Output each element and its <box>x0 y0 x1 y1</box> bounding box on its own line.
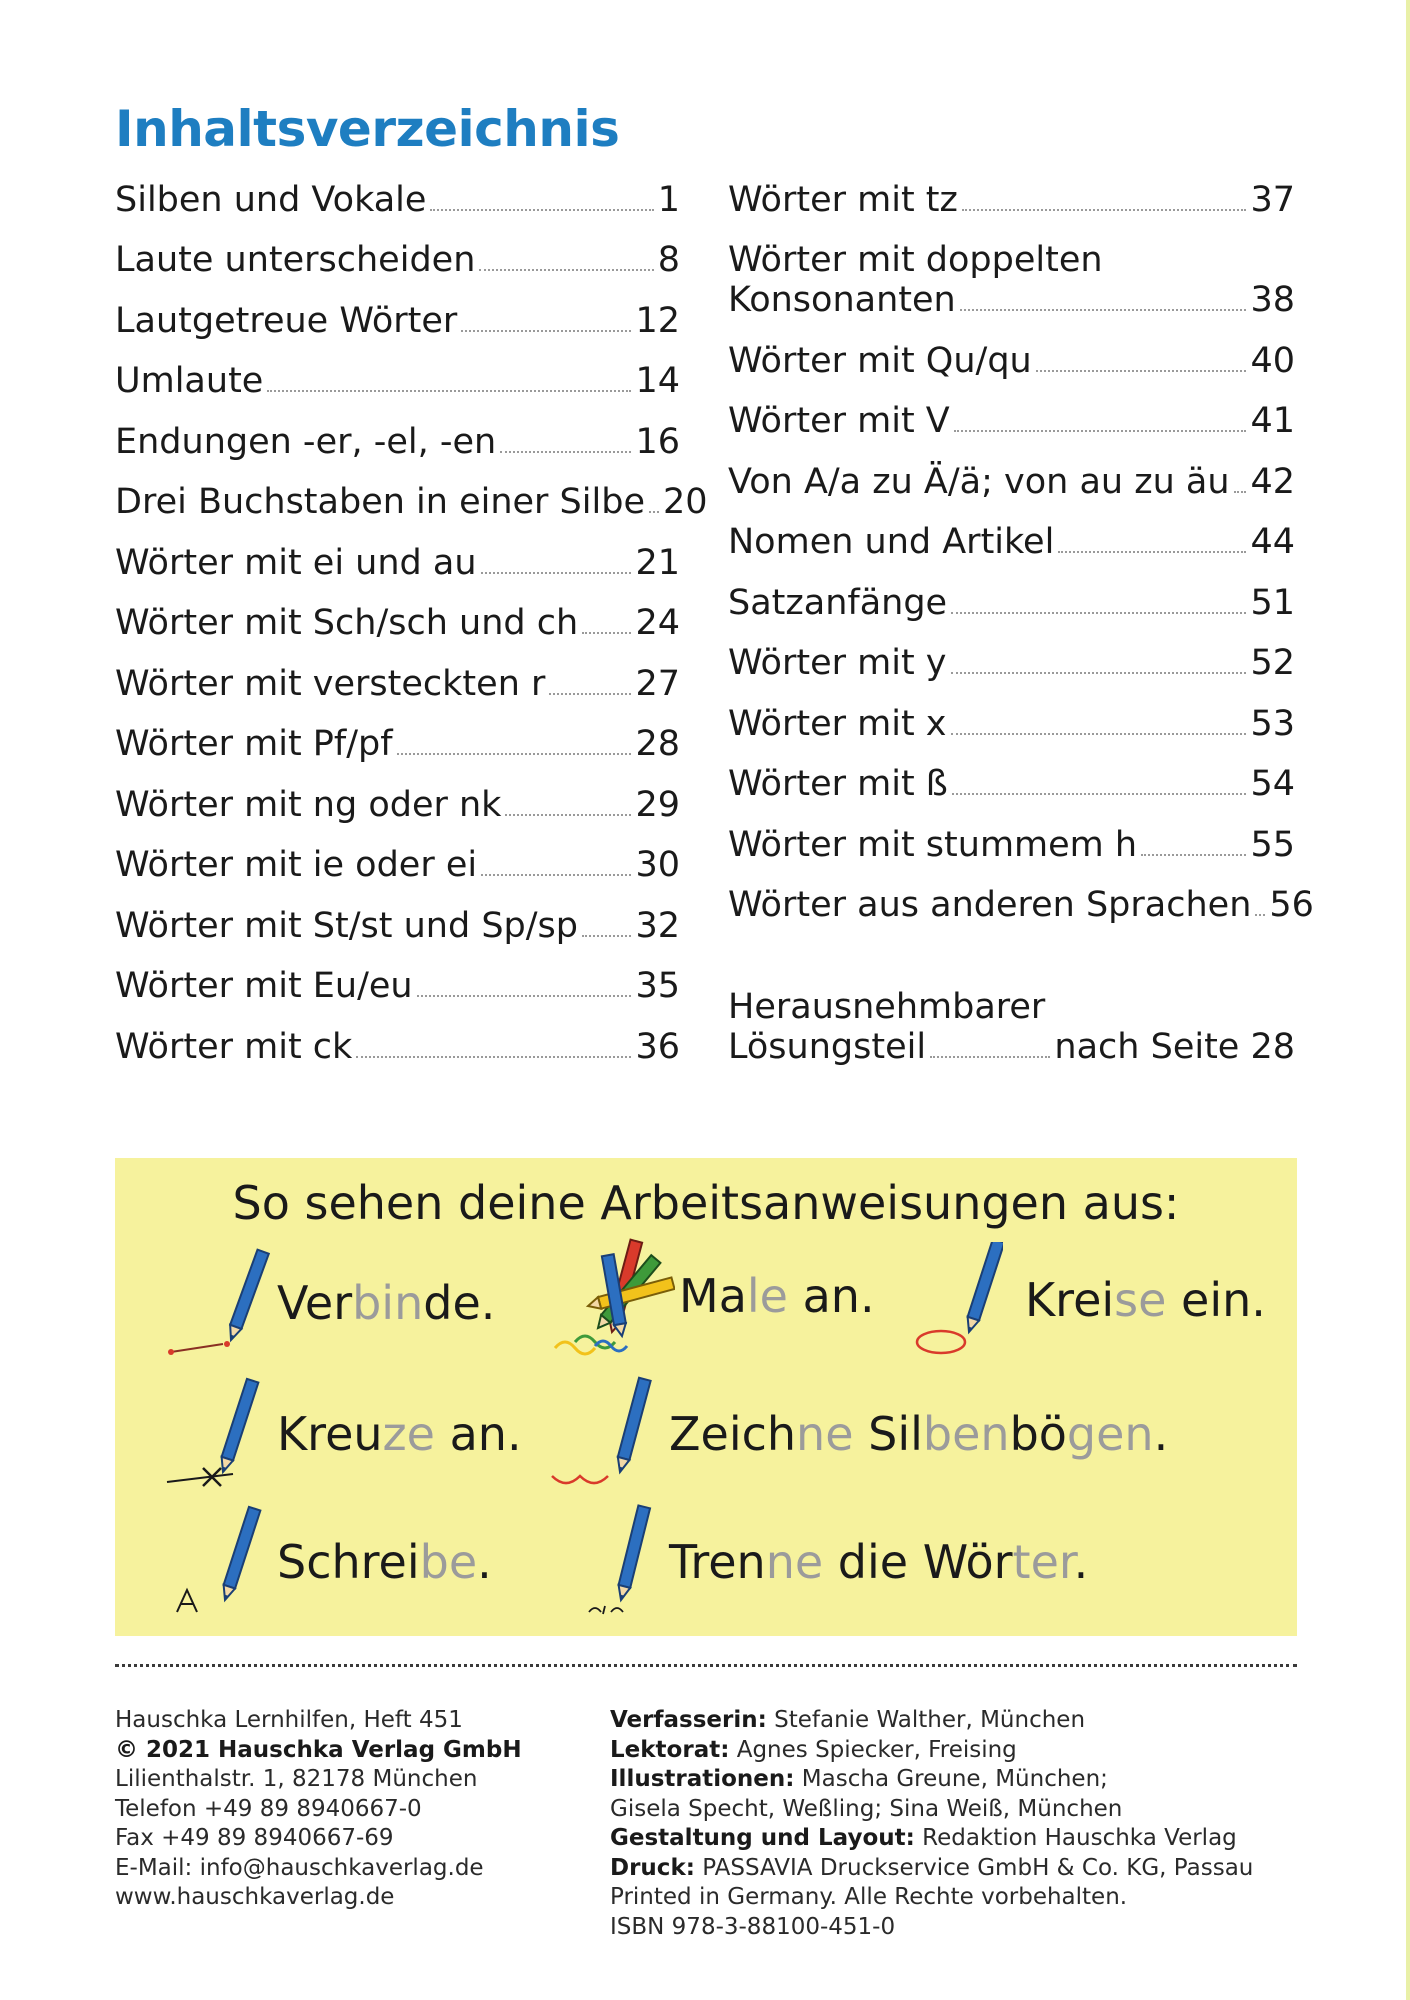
credit-label: Verfasserin: <box>610 1707 767 1733</box>
instruction-label <box>669 1407 1168 1461</box>
leader-dots <box>481 874 631 876</box>
syllable: Ma <box>679 1269 747 1323</box>
leader-dots <box>952 793 1247 795</box>
syllable-grey: se <box>1114 1272 1167 1327</box>
toc-entry-title: Wörter mit Pf/pf <box>115 724 393 764</box>
syllable: ein. <box>1166 1272 1266 1327</box>
toc-entry-page: 36 <box>635 1027 680 1067</box>
credit-line <box>610 1913 1310 1943</box>
toc-entry[interactable] <box>728 583 1295 623</box>
instruction-verbinde <box>163 1248 495 1358</box>
toc-entry-page: 27 <box>635 664 680 704</box>
instruction-label <box>669 1535 1088 1589</box>
syllable: . <box>477 1534 492 1589</box>
toc-entry[interactable] <box>115 664 680 704</box>
toc-entry-title: Wörter mit ei und au <box>115 543 477 583</box>
credit-text: Redaktion Hauschka Verlag <box>914 1825 1237 1851</box>
leader-dots <box>500 451 631 453</box>
credit-line <box>610 1736 1310 1766</box>
syllable: Sil <box>853 1406 923 1461</box>
toc-entry-title: Wörter mit versteckten r <box>115 664 546 704</box>
toc-entry[interactable] <box>115 724 680 764</box>
toc-entry-title: Wörter mit ng oder nk <box>115 785 502 825</box>
toc-entry-page: 42 <box>1250 462 1295 502</box>
toc-entry-page: 16 <box>635 422 680 462</box>
imprint-series: Hauschka Lernhilfen, Heft 451 <box>115 1707 463 1733</box>
toc-entry-page: 44 <box>1250 522 1295 562</box>
toc-entry-page: 56 <box>1269 885 1314 925</box>
syllable: Schrei <box>277 1534 420 1589</box>
syllable: an. <box>434 1406 522 1461</box>
toc-entry-page: 24 <box>635 603 680 643</box>
syllable: . <box>1073 1534 1089 1589</box>
toc-entry-page: 51 <box>1250 583 1295 623</box>
toc-entry-title-line1: Herausnehmbarer <box>728 987 1046 1027</box>
toc-entry[interactable] <box>115 845 680 885</box>
credit-text: PASSAVIA Druckservice GmbH & Co. KG, Passau <box>694 1854 1254 1881</box>
toc-entry-title: Wörter aus anderen Sprachen <box>728 885 1252 925</box>
toc-entry[interactable] <box>115 906 680 946</box>
credit-text: Mascha Greune, München; <box>794 1766 1108 1792</box>
leader-dots <box>951 612 1246 614</box>
leader-dots <box>962 209 1247 211</box>
toc-entry[interactable] <box>728 180 1295 220</box>
toc-entry[interactable] <box>115 543 680 583</box>
syllable-grey: ze <box>382 1406 435 1461</box>
toc-entry-title: Wörter mit tz <box>728 180 958 220</box>
toc-entry-page: 1 <box>657 180 680 220</box>
credit-text: Gisela Specht, Weßling; Sina Weiß, München <box>610 1795 1123 1822</box>
leader-dots <box>1036 370 1247 372</box>
leader-dots <box>951 672 1247 674</box>
toc-entry[interactable] <box>728 522 1295 562</box>
toc-entry-title: Wörter mit Qu/qu <box>728 341 1032 381</box>
toc-entry[interactable] <box>728 825 1295 865</box>
toc-entry-page: 30 <box>635 845 680 885</box>
dotted-divider <box>115 1664 1297 1667</box>
leader-dots <box>430 209 653 211</box>
leader-dots <box>479 269 653 271</box>
leader-dots <box>954 430 1247 432</box>
toc-entry[interactable] <box>728 240 1295 320</box>
credit-line <box>610 1883 1310 1913</box>
toc-entry-page: 20 <box>662 482 708 522</box>
credit-label: Lektorat: <box>610 1736 730 1763</box>
credit-line <box>610 1795 1310 1825</box>
leader-dots <box>649 511 659 513</box>
pencil-separate-icon <box>585 1504 665 1619</box>
toc-entry-page: 55 <box>1250 825 1295 865</box>
toc-entry[interactable] <box>728 987 1295 1067</box>
syllable-grey: le <box>746 1269 788 1323</box>
syllable-grey: ben <box>922 1406 1010 1461</box>
toc-entry-title: Satzanfänge <box>728 583 948 623</box>
credit-line <box>610 1765 1310 1795</box>
toc-entry-page: 41 <box>1250 401 1295 441</box>
toc-entry-title: Wörter mit Eu/eu <box>115 966 413 1006</box>
leader-dots <box>505 814 631 816</box>
toc-entry-page: 54 <box>1250 764 1295 804</box>
toc-entry[interactable] <box>115 301 680 341</box>
leader-dots <box>951 733 1247 735</box>
leader-dots <box>417 995 632 997</box>
instruction-label <box>1025 1273 1266 1327</box>
toc-entry-title-line2: Konsonanten <box>728 280 956 320</box>
syllable-grey: bin <box>352 1276 424 1330</box>
instruction-label <box>277 1407 522 1461</box>
instruction-male <box>550 1236 875 1356</box>
toc-entry-title: Wörter mit stummem h <box>728 825 1138 865</box>
pencil-arcs-icon <box>550 1376 665 1491</box>
credit-label: Gestaltung und Layout: <box>610 1825 915 1851</box>
leader-dots <box>267 390 631 392</box>
toc-entry[interactable] <box>115 482 708 522</box>
toc-entry-page: 14 <box>635 361 680 401</box>
credit-label: Druck: <box>610 1854 695 1881</box>
syllable: Kreu <box>277 1406 383 1461</box>
toc-entry[interactable] <box>728 704 1295 744</box>
pencil-cross-icon <box>163 1376 273 1491</box>
syllable-grey: be <box>419 1534 478 1589</box>
leader-dots <box>930 1056 1050 1058</box>
toc-entry[interactable] <box>728 885 1314 925</box>
credit-text: Stefanie Walther, München <box>766 1707 1086 1733</box>
toc-entry-title: Silben und Vokale <box>115 180 427 220</box>
instruction-zeichne <box>550 1376 1168 1491</box>
leader-dots <box>1255 914 1265 916</box>
toc-entry-page: 38 <box>1250 280 1295 320</box>
pencil-write-icon <box>163 1504 273 1619</box>
leader-dots <box>1141 854 1246 856</box>
syllable: die Wör <box>823 1534 1013 1589</box>
imprint-website-link[interactable]: www.hauschkaverlag.de <box>115 1884 395 1910</box>
syllable-grey: ter <box>1012 1534 1074 1589</box>
toc-entry-title: Lautgetreue Wörter <box>115 301 458 341</box>
imprint-copyright: © 2021 Hauschka Verlag GmbH <box>115 1736 522 1763</box>
imprint-fax: Fax +49 89 8940667-69 <box>115 1825 394 1851</box>
toc-entry-page: 12 <box>635 301 680 341</box>
syllable: de. <box>423 1276 496 1330</box>
toc-entry[interactable] <box>728 643 1295 683</box>
syllable: Krei <box>1025 1272 1115 1327</box>
credit-text: Printed in Germany. Alle Rechte vorbehalten. <box>610 1884 1128 1910</box>
instruction-label <box>277 1535 492 1589</box>
credit-label: Illustrationen: <box>610 1766 795 1792</box>
instruction-trenne <box>585 1504 1088 1619</box>
toc-entry-title: Nomen und Artikel <box>728 522 1055 562</box>
toc-entry-page: 8 <box>657 240 680 280</box>
syllable: Tren <box>669 1534 766 1589</box>
toc-entry-page: 53 <box>1250 704 1295 744</box>
toc-entry[interactable] <box>115 966 680 1006</box>
imprint-email-link[interactable]: E-Mail: info@hauschkaverlag.de <box>115 1854 484 1881</box>
toc-entry-page: 32 <box>635 906 680 946</box>
leader-dots <box>1058 551 1246 553</box>
syllable: Zeich <box>669 1406 797 1461</box>
leader-dots <box>582 632 631 634</box>
credit-text: ISBN 978-3-88100-451-0 <box>610 1913 896 1940</box>
leader-dots <box>481 572 632 574</box>
toc-entry-title: Wörter mit Sch/sch und ch <box>115 603 579 643</box>
instructions-box <box>115 1158 1297 1636</box>
toc-entry-title: Wörter mit x <box>728 704 947 744</box>
toc-entry[interactable] <box>115 361 680 401</box>
toc-entry-page: 52 <box>1250 643 1295 683</box>
syllable-grey: ne <box>765 1534 824 1589</box>
page-edge-strip <box>1406 0 1410 2000</box>
leader-dots <box>960 309 1247 311</box>
toc-entry-page: 29 <box>635 785 680 825</box>
credit-text: Agnes Spiecker, Freising <box>729 1736 1017 1763</box>
toc-entry[interactable] <box>728 462 1295 502</box>
pencil-circle-icon <box>913 1242 1003 1357</box>
toc-entry-title: Drei Buchstaben in einer Silbe <box>115 482 645 522</box>
toc-entry-title: Wörter mit y <box>728 643 947 683</box>
toc-entry-page: nach Seite 28 <box>1054 1027 1295 1067</box>
toc-entry-title: Wörter mit V <box>728 401 950 441</box>
toc-entry-title: Umlaute <box>115 361 264 401</box>
syllable-grey: gen <box>1066 1406 1154 1461</box>
toc-entry-page: 40 <box>1250 341 1295 381</box>
toc-entry-page: 35 <box>635 966 680 1006</box>
toc-entry-title: Von A/a zu Ä/ä; von au zu äu <box>728 462 1230 502</box>
imprint-publisher <box>115 1706 635 1913</box>
leader-dots <box>356 1056 631 1058</box>
toc-entry[interactable] <box>728 401 1295 441</box>
instruction-schreibe <box>163 1504 492 1619</box>
toc-entry-title-line2: Lösungsteil <box>728 1027 927 1067</box>
instruction-kreise <box>913 1242 1266 1357</box>
credit-line <box>610 1824 1310 1854</box>
syllable: . <box>1153 1406 1169 1461</box>
toc-entry[interactable] <box>115 785 680 825</box>
toc-title: Inhaltsverzeichnis <box>115 100 620 158</box>
toc-entry-title: Wörter mit ie oder ei <box>115 845 478 885</box>
toc-entry-title: Wörter mit ck <box>115 1027 353 1067</box>
imprint-phone: Telefon +49 89 8940667-0 <box>115 1795 422 1822</box>
toc-entry-page: 21 <box>635 543 680 583</box>
toc-entry-title: Wörter mit St/st und Sp/sp <box>115 906 578 946</box>
instructions-title: So sehen deine Arbeitsanweisungen aus: <box>232 1176 1180 1230</box>
toc-entry-page: 37 <box>1250 180 1295 220</box>
leader-dots <box>582 935 631 937</box>
toc-entry[interactable] <box>115 422 680 462</box>
credit-line <box>610 1706 1310 1736</box>
instruction-kreuze <box>163 1376 522 1491</box>
toc-entry[interactable] <box>728 341 1295 381</box>
instruction-label <box>679 1269 875 1323</box>
colored-pencils-icon <box>550 1236 675 1356</box>
toc-entry[interactable] <box>115 240 680 280</box>
pencil-connect-icon <box>163 1248 273 1358</box>
imprint-address: Lilienthalstr. 1, 82178 München <box>115 1766 478 1792</box>
leader-dots <box>397 753 632 755</box>
toc-entry[interactable] <box>115 1027 680 1067</box>
toc-entry[interactable] <box>115 603 680 643</box>
leader-dots <box>549 693 631 695</box>
leader-dots <box>1234 491 1247 493</box>
toc-entry[interactable] <box>728 764 1295 804</box>
instruction-label <box>277 1276 495 1330</box>
syllable: bö <box>1009 1406 1067 1461</box>
toc-entry-title: Endungen -er, -el, -en <box>115 422 497 462</box>
syllable: an. <box>787 1269 875 1323</box>
toc-entry-page: 28 <box>635 724 680 764</box>
toc-entry-title: Laute unterscheiden <box>115 240 476 280</box>
credit-line <box>610 1854 1310 1884</box>
leader-dots <box>461 330 631 332</box>
toc-entry[interactable] <box>115 180 680 220</box>
toc-entry-title-line1: Wörter mit doppelten <box>728 240 1103 280</box>
syllable-grey: ne <box>796 1406 854 1461</box>
syllable: Ver <box>277 1276 353 1330</box>
toc-entry-title: Wörter mit ß <box>728 764 948 804</box>
imprint-credits <box>610 1706 1310 1942</box>
